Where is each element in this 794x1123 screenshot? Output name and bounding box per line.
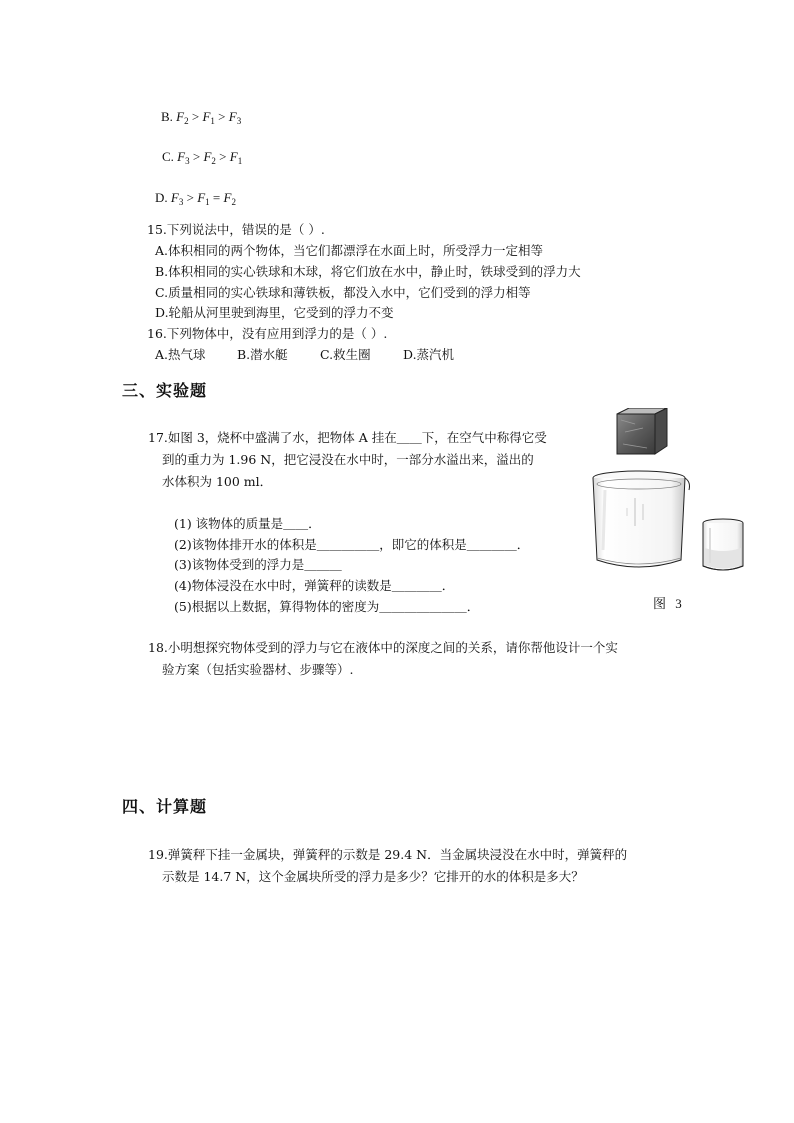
q16-option-d: D.蒸汽机: [403, 347, 455, 362]
force-symbol: F: [176, 109, 185, 124]
operator: >: [214, 109, 229, 124]
operator: >: [188, 109, 203, 124]
section-heading-calculation: 四、计算题: [122, 797, 208, 816]
force-symbol: F: [197, 190, 206, 205]
q17-sub-4: (4)物体浸没在水中时，弹簧秤的读数是＿＿＿＿．: [174, 578, 455, 593]
q17-sub-2: (2)该物体排开水的体积是＿＿＿＿＿，即它的体积是＿＿＿＿．: [174, 537, 530, 552]
operator: >: [189, 149, 204, 164]
operator: =: [209, 190, 224, 205]
beaker-shape: [593, 471, 690, 567]
q17-sub-5: (5)根据以上数据，算得物体的密度为＿＿＿＿＿＿＿．: [174, 599, 480, 614]
q19-line-1: 19.弹簧秤下挂一金属块，弹簧秤的示数是 29.4 N．当金属块浸没在水中时，弹簧秤的: [148, 847, 628, 862]
force-symbol: F: [228, 109, 237, 124]
force-subscript: 2: [231, 197, 236, 207]
q17-sub-1: (1) 该物体的质量是＿＿．: [174, 516, 321, 531]
block-a-shape: [617, 408, 667, 454]
q19-line-2: 示数是 14.7 N，这个金属块所受的浮力是多少？它排开的水的体积是多大？: [162, 869, 584, 884]
q17-line-3: 水体积为 100 ml．: [162, 474, 273, 489]
q16-stem: 16.下列物体中，没有应用到浮力的是（ ）.: [147, 326, 388, 341]
force-subscript: 1: [205, 197, 210, 207]
force-symbol: F: [202, 109, 211, 124]
figure-3-caption: 图 3: [653, 596, 685, 611]
option-letter: D.: [155, 190, 171, 205]
q14-option-b: [161, 109, 241, 129]
figure-3-beaker-illustration: [585, 408, 755, 580]
q18-line-2: 验方案（包括实验器材、步骤等）.: [162, 662, 354, 677]
q16-option-b: B.潜水艇: [237, 347, 288, 362]
force-subscript: 1: [210, 116, 215, 126]
q17-line-2: 到的重力为 1.96 N，把它浸没在水中时，一部分水溢出来，溢出的: [162, 452, 534, 467]
q15-option-a: A.体积相同的两个物体，当它们都漂浮在水面上时，所受浮力一定相等: [155, 243, 544, 258]
q14-option-c: [162, 149, 242, 169]
q15-option-c: C.质量相同的实心铁球和薄铁板，都没入水中，它们受到的浮力相等: [155, 285, 531, 300]
q15-stem: 15.下列说法中，错误的是（ ）.: [147, 222, 325, 237]
q14-option-d: [155, 190, 236, 210]
section-heading-experiment: 三、实验题: [122, 381, 208, 400]
force-subscript: 1: [237, 156, 243, 166]
force-subscript: 3: [178, 197, 184, 207]
q15-option-d: D.轮船从河里驶到海里，它受到的浮力不变: [155, 305, 394, 320]
option-letter: C.: [162, 149, 178, 164]
q17-sub-3: (3)该物体受到的浮力是＿＿＿: [174, 557, 342, 572]
operator: >: [183, 190, 198, 205]
q16-option-c: C.救生圈: [320, 347, 371, 362]
q15-option-b: B.体积相同的实心铁球和木球，将它们放在水中，静止时，铁球受到的浮力大: [155, 264, 581, 279]
operator: >: [215, 149, 230, 164]
force-subscript: 3: [185, 156, 190, 166]
force-subscript: 2: [184, 116, 189, 126]
force-symbol: F: [223, 190, 232, 205]
q16-option-a: A.热气球: [155, 347, 206, 362]
q17-line-1: 17.如图 3，烧杯中盛满了水，把物体 A 挂在＿＿下，在空气中称得它受: [148, 430, 547, 445]
force-symbol: F: [229, 149, 238, 164]
force-subscript: 2: [211, 156, 216, 166]
force-symbol: F: [177, 149, 186, 164]
small-cup-shape: [703, 519, 743, 570]
force-symbol: F: [203, 149, 212, 164]
q18-line-1: 18.小明想探究物体受到的浮力与它在液体中的深度之间的关系，请你帮他设计一个实: [148, 640, 618, 655]
option-letter: B.: [161, 109, 177, 124]
force-symbol: F: [170, 190, 179, 205]
force-subscript: 3: [236, 116, 242, 126]
